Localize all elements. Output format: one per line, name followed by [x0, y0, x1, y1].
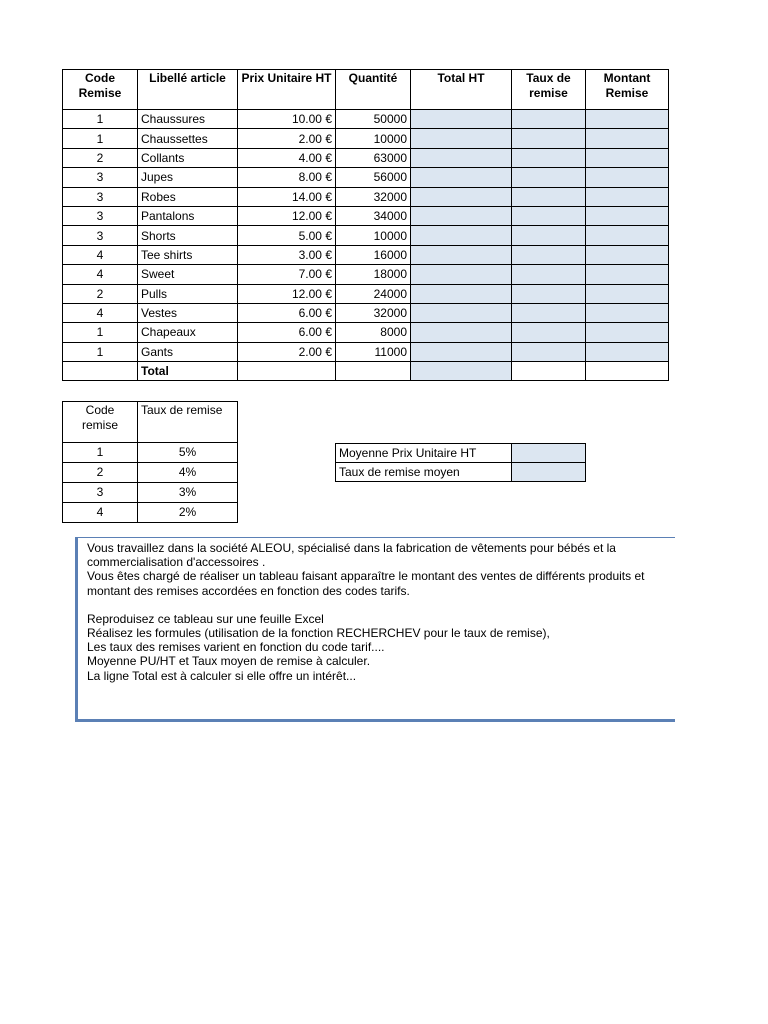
total-price-cell[interactable]	[238, 362, 336, 381]
header-libelle-article[interactable]: Libellé article	[138, 70, 238, 110]
instruction-line: La ligne Total est à calculer si elle offre un intérêt...	[87, 668, 357, 683]
code-cell[interactable]: 1	[63, 110, 138, 129]
instructions-textbox[interactable]	[75, 537, 675, 722]
total-ht-cell[interactable]	[411, 110, 512, 129]
code-cell[interactable]: 4	[63, 265, 138, 284]
total-ht-cell[interactable]	[411, 168, 512, 187]
article-cell[interactable]: Sweet	[138, 265, 238, 284]
total-discount-cell[interactable]	[586, 362, 669, 381]
total-ht-sum-cell[interactable]	[411, 362, 512, 381]
total-code-cell[interactable]	[63, 362, 138, 381]
price-cell[interactable]: 10.00 €	[238, 110, 336, 129]
quantity-cell[interactable]: 11000	[336, 342, 411, 361]
article-cell[interactable]: Tee shirts	[138, 245, 238, 264]
discount-rate-cell[interactable]	[512, 187, 586, 206]
code-cell[interactable]: 4	[63, 245, 138, 264]
quantity-cell[interactable]: 10000	[336, 129, 411, 148]
header-code-remise-lookup[interactable]: Code remise	[63, 402, 138, 443]
rate-header-row	[63, 402, 238, 443]
table-row	[63, 206, 669, 225]
article-cell[interactable]: Gants	[138, 342, 238, 361]
code-cell[interactable]: 3	[63, 187, 138, 206]
table-row	[63, 226, 669, 245]
price-cell[interactable]: 12.00 €	[238, 284, 336, 303]
code-cell[interactable]: 1	[63, 129, 138, 148]
discount-amount-cell[interactable]	[586, 187, 669, 206]
total-ht-cell[interactable]	[411, 323, 512, 342]
code-cell[interactable]: 3	[63, 206, 138, 225]
price-cell[interactable]: 2.00 €	[238, 342, 336, 361]
averages-table	[335, 443, 586, 482]
article-cell[interactable]: Chapeaux	[138, 323, 238, 342]
table-row	[63, 110, 669, 129]
discount-amount-cell[interactable]	[586, 342, 669, 361]
total-quantity-cell[interactable]	[336, 362, 411, 381]
price-cell[interactable]: 8.00 €	[238, 168, 336, 187]
sales-table	[62, 69, 669, 381]
total-ht-cell[interactable]	[411, 148, 512, 167]
avg-price-row	[336, 444, 586, 463]
discount-rate-cell[interactable]	[512, 342, 586, 361]
table-row	[63, 168, 669, 187]
quantity-cell[interactable]: 18000	[336, 265, 411, 284]
rate-code-cell[interactable]: 1	[63, 443, 138, 463]
quantity-cell[interactable]: 32000	[336, 187, 411, 206]
total-ht-cell[interactable]	[411, 245, 512, 264]
total-rate-cell[interactable]	[512, 362, 586, 381]
discount-amount-cell[interactable]	[586, 129, 669, 148]
code-cell[interactable]: 1	[63, 342, 138, 361]
code-cell[interactable]: 1	[63, 323, 138, 342]
total-ht-cell[interactable]	[411, 284, 512, 303]
table-row	[63, 148, 669, 167]
article-cell[interactable]: Pulls	[138, 284, 238, 303]
price-cell[interactable]: 7.00 €	[238, 265, 336, 284]
instruction-line: Les taux des remises varient en fonction du code tarif....	[87, 640, 385, 655]
discount-amount-cell[interactable]	[586, 148, 669, 167]
quantity-cell[interactable]: 32000	[336, 303, 411, 322]
discount-amount-cell[interactable]	[586, 245, 669, 264]
discount-rate-cell[interactable]	[512, 110, 586, 129]
price-cell[interactable]: 6.00 €	[238, 323, 336, 342]
discount-amount-cell[interactable]	[586, 284, 669, 303]
discount-rate-cell[interactable]	[512, 303, 586, 322]
instruction-line: Vous travaillez dans la société ALEOU, spécialisé dans la fabrication de vêtements pour bébés et la	[87, 541, 616, 555]
discount-rate-cell[interactable]	[512, 168, 586, 187]
table-row	[63, 323, 669, 342]
discount-amount-cell[interactable]	[586, 226, 669, 245]
rate-value-cell[interactable]: 5%	[138, 443, 238, 463]
table-row	[63, 129, 669, 148]
quantity-cell[interactable]: 50000	[336, 110, 411, 129]
total-ht-cell[interactable]	[411, 226, 512, 245]
total-label[interactable]: Total	[138, 362, 238, 381]
code-cell[interactable]: 4	[63, 303, 138, 322]
discount-rate-cell[interactable]	[512, 323, 586, 342]
quantity-cell[interactable]: 8000	[336, 323, 411, 342]
rate-code-cell[interactable]: 2	[63, 463, 138, 483]
quantity-cell[interactable]: 10000	[336, 226, 411, 245]
avg-price-value[interactable]	[512, 444, 586, 463]
table-row	[63, 284, 669, 303]
price-cell[interactable]: 6.00 €	[238, 303, 336, 322]
article-cell[interactable]: Pantalons	[138, 206, 238, 225]
code-cell[interactable]: 2	[63, 284, 138, 303]
price-cell[interactable]: 5.00 €	[238, 226, 336, 245]
instruction-line: montant des remises accordées en fonction des codes tarifs.	[87, 583, 410, 598]
discount-rate-cell[interactable]	[512, 245, 586, 264]
quantity-cell[interactable]: 63000	[336, 148, 411, 167]
rate-value-cell[interactable]: 4%	[138, 463, 238, 483]
article-cell[interactable]: Chaussettes	[138, 129, 238, 148]
avg-rate-value[interactable]	[512, 463, 586, 482]
code-cell[interactable]: 3	[63, 168, 138, 187]
article-cell[interactable]: Vestes	[138, 303, 238, 322]
total-ht-cell[interactable]	[411, 342, 512, 361]
discount-rate-cell[interactable]	[512, 129, 586, 148]
rate-code-cell[interactable]: 4	[63, 503, 138, 523]
price-cell[interactable]: 12.00 €	[238, 206, 336, 225]
discount-rate-cell[interactable]	[512, 226, 586, 245]
article-cell[interactable]: Chaussures	[138, 110, 238, 129]
discount-rate-cell[interactable]	[512, 265, 586, 284]
code-cell[interactable]: 2	[63, 148, 138, 167]
table-row	[63, 303, 669, 322]
price-cell[interactable]: 4.00 €	[238, 148, 336, 167]
header-taux-remise-lookup[interactable]: Taux de remise	[138, 402, 238, 443]
article-cell[interactable]: Collants	[138, 148, 238, 167]
rate-row	[63, 483, 238, 503]
rate-value-cell[interactable]: 2%	[138, 503, 238, 523]
header-total-ht[interactable]: Total HT	[411, 70, 512, 110]
rate-value-cell[interactable]: 3%	[138, 483, 238, 503]
article-cell[interactable]: Jupes	[138, 168, 238, 187]
instruction-line: Moyenne PU/HT et Taux moyen de remise à calculer.	[87, 654, 371, 669]
discount-amount-cell[interactable]	[586, 303, 669, 322]
article-cell[interactable]: Robes	[138, 187, 238, 206]
total-row	[63, 362, 669, 381]
total-ht-cell[interactable]	[411, 129, 512, 148]
discount-amount-cell[interactable]	[586, 323, 669, 342]
table-row	[63, 265, 669, 284]
instruction-line: Reproduisez ce tableau sur une feuille Excel	[87, 611, 324, 626]
avg-rate-row	[336, 463, 586, 482]
quantity-cell[interactable]: 56000	[336, 168, 411, 187]
total-ht-cell[interactable]	[411, 265, 512, 284]
price-cell[interactable]: 14.00 €	[238, 187, 336, 206]
quantity-cell[interactable]: 16000	[336, 245, 411, 264]
discount-amount-cell[interactable]	[586, 206, 669, 225]
instruction-line: Réalisez les formules (utilisation de la fonction RECHERCHEV pour le taux de remise),	[87, 626, 550, 641]
rate-row	[63, 503, 238, 523]
discount-amount-cell[interactable]	[586, 110, 669, 129]
instruction-line: Vous êtes chargé de réaliser un tableau faisant apparaître le montant des ventes de différents produits et	[87, 569, 645, 584]
rate-code-cell[interactable]: 3	[63, 483, 138, 503]
code-cell[interactable]: 3	[63, 226, 138, 245]
quantity-cell[interactable]: 24000	[336, 284, 411, 303]
article-cell[interactable]: Shorts	[138, 226, 238, 245]
discount-rate-cell[interactable]	[512, 206, 586, 225]
instruction-line	[87, 598, 675, 612]
discount-rate-cell[interactable]	[512, 284, 586, 303]
quantity-cell[interactable]: 34000	[336, 206, 411, 225]
instruction-line: commercialisation d'accessoires .	[87, 555, 266, 570]
price-cell[interactable]: 3.00 €	[238, 245, 336, 264]
header-prix-unitaire[interactable]: Prix Unitaire HT	[238, 70, 336, 110]
discount-amount-cell[interactable]	[586, 168, 669, 187]
header-code-remise[interactable]: Code Remise	[63, 70, 138, 110]
header-taux-remise[interactable]: Taux de remise	[512, 70, 586, 110]
total-ht-cell[interactable]	[411, 206, 512, 225]
discount-amount-cell[interactable]	[586, 265, 669, 284]
avg-rate-label[interactable]: Taux de remise moyen	[336, 463, 512, 482]
rate-lookup-table	[62, 401, 238, 523]
price-cell[interactable]: 2.00 €	[238, 129, 336, 148]
header-quantite[interactable]: Quantité	[336, 70, 411, 110]
avg-price-label[interactable]: Moyenne Prix Unitaire HT	[336, 444, 512, 463]
total-ht-cell[interactable]	[411, 303, 512, 322]
total-ht-cell[interactable]	[411, 187, 512, 206]
discount-rate-cell[interactable]	[512, 148, 586, 167]
rate-row	[63, 443, 238, 463]
header-montant-remise[interactable]: Montant Remise	[586, 70, 669, 110]
sales-header-row	[63, 70, 669, 110]
rate-row	[63, 463, 238, 483]
table-row	[63, 245, 669, 264]
table-row	[63, 342, 669, 361]
table-row	[63, 187, 669, 206]
